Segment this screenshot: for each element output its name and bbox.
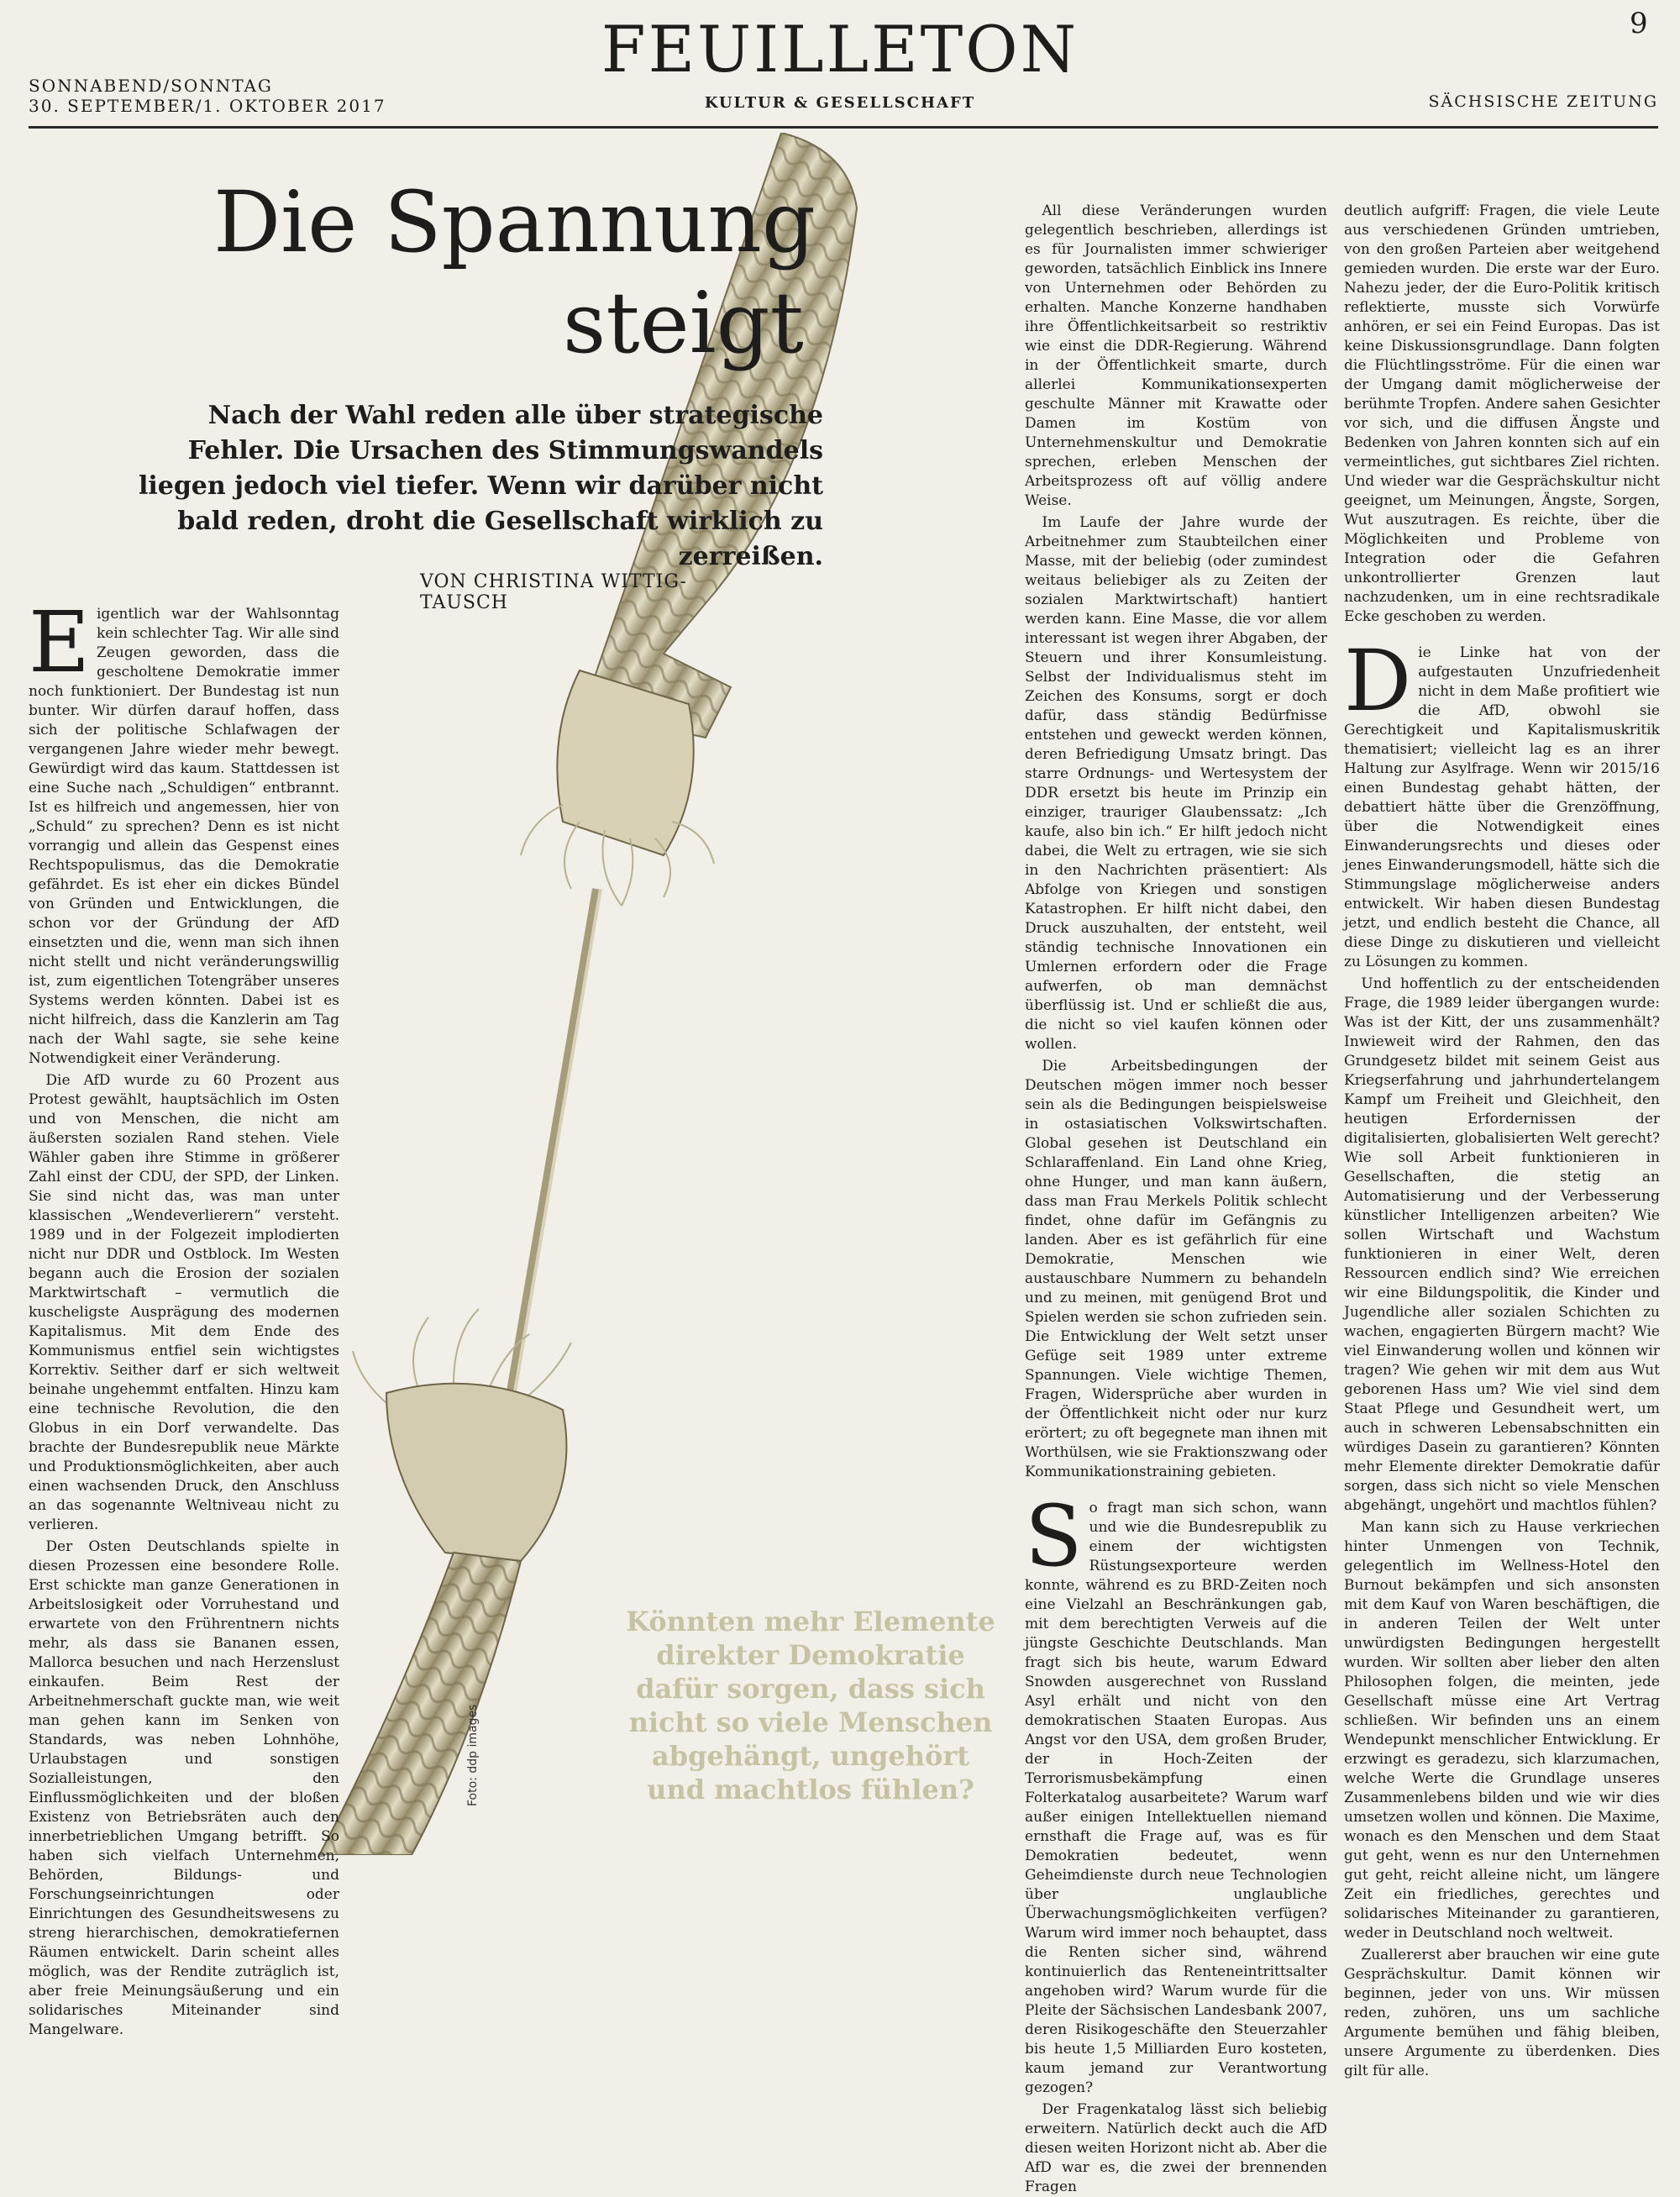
article-column-1 [29,593,339,2038]
page-number: 9 [1630,7,1648,40]
drop-cap: S [1025,1487,1083,1585]
frayed-rope-photo [311,133,1092,1855]
issue-date-weekday: SONNABEND/SONNTAG [29,76,273,96]
section-title: FEUILLETON [601,12,1079,87]
issue-date-date: 30. SEPTEMBER/1. OKTOBER 2017 [29,96,386,116]
paragraph: Im Laufe der Jahre wurde der Arbeitnehmer zum Staubteilchen einer Masse, mit der beliebig (oder zumindest weitaus beliebiger als zu Zeiten der sozialen Marktwirtschaft) hantiert werden kann. Eine Masse, die vor allem interessant ist wegen ihrer Abgaben, der Steuern und ihrer Konsumleistung. Selbst der Individualismus steht im Zeichen des Konsums, sorgt er doch dafür, dass ständig Bedürfnisse entstehen und geweckt werden können, deren Befriedigung Umsatz bringt. Das starre Ordnungs- und Wertesystem der DDR ersetzt bis heute im Prinzip ein einziger, trauriger Glaubenssatz: „Ich kaufe, also bin ich.“ Er hilft jedoch nicht dabei, die Welt zu ertragen, wie sie sich in den Nachrichten präsentiert: Als Abfolge von Kriegen und sonstigen Katastrophen. Er hilft nicht dabei, den Druck auszuhalten, der entsteht, weil ständig technische Innovationen ein Umlernen erfordern oder die Frage aufwerfen, ob man demnächst überflüssig ist. Und er schließt die aus, die nicht so viel kaufen können oder wollen. [1025,514,1327,1053]
newspaper-name: SÄCHSISCHE ZEITUNG [1428,92,1658,111]
headline-line-2: steigt [563,274,804,372]
paragraph-text: o fragt man sich schon, wann und wie die Bundesrepublik zu einem der wichtigsten Rüstungsexporteure werden konnte, während es zu BRD-Zeiten noch eine Vielzahl an Beschränkungen gab, mit dem berechtigten Verweis auf die jüngste Geschichte Deutschlands. Man fragt sich bis heute, warum Edward Snowden ausgerechnet von Russland Asyl erhält und nicht von den demokratischen Staaten Europas. Aus Angst vor den USA, dem großen Bruder, der in Hoch-Zeiten der Terrorismusbekämpfung einen Folterkatalog ausarbeitete? Warum warf außer einigen Intellektuellen niemand ernsthaft die Frage auf, was es für Demokratien bedeutet, wenn Geheimdienste durch neue Technologien über unglaubliche Überwachungsmöglichkeiten verfügen? Warum wird immer noch behauptet, dass die Renten sicher sind, während kontinuierlich das Renteneintrittsalter angehoben wird? Warum wurde für die Pleite der Sächsischen Landesbank 2007, deren Risikogeschäfte den Steuerzahler bis heute 1,5 Milliarden Euro kosteten, kaum jemand zur Verantwortung gezogen? [1025,1500,1327,2096]
section-subtitle: KULTUR & GESELLSCHAFT [704,94,976,112]
photo-credit: Foto: ddp images [466,1704,480,1806]
paragraph: Der Osten Deutschlands spielte in diesen Prozessen eine besondere Rolle. Erst schickte man ganze Generationen in Arbeitslosigkeit oder Vorruhestand und erwartete von den Frührentnern nichts mehr, als dass sie Bananen essen, Mallorca besuchen und nach Herzenslust einkaufen. Beim Rest der Arbeitnehmerschaft guckte man, wie weit man gehen kann im Senken von Standards, was neben Lohnhöhe, Urlaubstagen und sonstigen Sozialleistungen, den Einflussmöglichkeiten und der bloßen Existenz von Betriebsräten auch den innerbetrieblichen Umgang betrifft. So haben sich vielfach Unternehmen, Behörden, Bildungs- und Forschungseinrichtungen oder Einrichtungen des Gesundheitswesens zu streng hierarchischen, demokratiefernen Räumen entwickelt. Darin scheint alles möglich, was der Rendite zuträglich ist, aber freie Meinungsäußerung und ein solidarisches Miteinander sind Mangelware. [29,1538,339,2038]
headline-line-1: Die Spannung [213,173,816,271]
paragraph [1025,1487,1327,2098]
pull-quote: Könnten mehr Elemente direkter Demokratie dafür sorgen, dass sich nicht so viele Menschen abgehängt, ungehört und machtlos fühlen? [626,1606,995,1805]
paragraph: deutlich aufgriff: Fragen, die viele Leute aus verschiedenen Gründen umtrieben, von den großen Parteien aber weitgehend gemieden wurden. Die erste war der Euro. Nahezu jeder, der die Euro-Politik kritisch reflektierte, musste sich Vorwürfe anhören, er sei ein Feind Europas. Das ist keine Diskussionsgrundlage. Dann folgten die Flüchtlingsströme. Für die einen war der Umgang damit möglicherweise der berühmte Tropfen. Andere sahen Gesichter vor sich, und die diffusen Ängste und Bedenken von Jahren konnten sich auf ein vermeintliches, gut sichtbares Ziel richten. Und wieder war die Gesprächskultur nicht geeignet, um Meinungen, Ängste, Sorgen, Wut auszutragen. Es reichte, über die Möglichkeiten und Probleme von Integration oder die Gefahren unkontrollierter Grenzen laut nachzudenken, um in eine rechtsradikale Ecke geschoben zu werden. [1344,202,1660,625]
paragraph [1344,632,1660,972]
paragraph: Die AfD wurde zu 60 Prozent aus Protest gewählt, hauptsächlich im Osten und von Menschen, die nicht am äußersten sozialen Rand stehen. Viele Wähler gaben ihre Stimme in größerer Zahl einst der CDU, der SPD, der Linken. Sie sind nicht das, was man unter klassischen „Wendeverlierern“ versteht. 1989 und in der Folgezeit implodierten nicht nur DDR und Ostblock. Im Westen begann auch die Erosion der sozialen Marktwirtschaft – vermutlich die kuscheligste Ausprägung des modernen Kapitalismus. Mit dem Ende des Kommunismus entfiel sein wichtigstes Korrektiv. Seither darf er sich weltweit beinahe ungehemmt entfalten. Hinzu kam eine technische Revolution, die den Globus in ein Dorf verwandelte. Das brachte der Bundesrepublik neue Märkte und Produktionsmöglichkeiten, aber auch einen wachsenden Druck, den Anschluss an das sogenannte Weltniveau nicht zu verlieren. [29,1072,339,1533]
article-dek: Nach der Wahl reden alle über strategische Fehler. Die Ursachen des Stimmungswandels liegen jedoch viel tiefer. Wenn wir darüber nicht bald reden, droht die Gesellschaft wirklich zu zerreißen. [138,401,823,571]
masthead-rule [29,126,1658,129]
article-byline: VON CHRISTINA WITTIG-TAUSCH [420,571,687,613]
drop-cap: D [1344,632,1412,730]
drop-cap: E [29,593,90,691]
paragraph: Und hoffentlich zu der entscheidenden Frage, die 1989 leider übergangen wurde: Was ist der Kitt, der uns zusammenhält? Inwieweit wird der Rahmen, den das Grundgesetz bildet mit seinem Geist aus Kriegserfahrung und jahrhundertelangem Kampf um Freiheit und Gleichheit, den heutigen Erfordernissen der digitalisierten, globalisierten Welt gerecht? Wie soll Arbeit funktionieren in Gesellschaften, die stetig an Automatisierung und der Verbesserung künstlicher Intelligenzen arbeiten? Wie sollen Wirtschaft und Wachstum funktionieren in einer Welt, deren Ressourcen endlich sind? Wie erreichen wir eine Bildungspolitik, die Kinder und Jugendliche aller sozialen Schichten zu wachen, engagierten Bürgern macht? Wie viel Einwanderung wollen und können wir tragen? Wie gehen wir mit dem aus Wut geborenen Hass um? Wie viel sind dem Staat Pflege und Gesundheit wert, um auch in schweren Lebensabschnitten ein würdiges Dasein zu garantieren? Könnten mehr Elemente direkter Demokratie dafür sorgen, dass sich nicht so viele Menschen abgehängt, ungehört und machtlos fühlen? [1344,975,1660,1514]
article-column-3 [1025,202,1327,2195]
article-headline [193,172,882,374]
paragraph: Die Arbeitsbedingungen der Deutschen mögen immer noch besser sein als die Bedingungen beispielsweise in ostasiatischen Volkswirtschaften. Global gesehen ist Deutschland ein Schlaraffenland. Ein Land ohne Krieg, ohne Hunger, und man kann äußern, dass man Frau Merkels Politik schlecht findet, ohne dafür im Gefängnis zu landen. Aber es ist gefährlich für eine Demokratie, Menschen wie austauschbare Nummern zu behandeln und zu meinen, mit genügend Brot und Spielen werden sie schon zufrieden sein. Die Entwicklung der Welt setzt unser Gefüge seit 1989 unter extreme Spannungen. Viele wichtige Themen, Fragen, Widersprüche aber wurden in der Öffentlichkeit nicht oder nur kurz erörtert; zu oft begegnete man ihnen mit Worthülsen, wie sie Fraktionszwang oder Kommunikationstraining gebieten. [1025,1058,1327,1480]
paragraph: Man kann sich zu Hause verkriechen hinter Unmengen von Technik, gelegentlich im Wellness-Hotel den Burnout bekämpfen und sich ansonsten mit dem Kauf von Waren beschäftigen, die in anderen Teilen der Welt unter unwürdigsten Bedingungen hergestellt wurden. Wir sollten aber lieber den alten Philosophen folgen, die meinten, jede Gesellschaft müsse eine Art Vertrag schließen. Wir befinden uns an einem Wendepunkt menschlicher Entwicklung. Er erzwingt es geradezu, sich klarzumachen, welche Werte die Grundlage unseres Zusammenlebens bilden und wie wir dies umsetzen wollen und können. Die Maxime, wonach es den Menschen und dem Staat gut geht, wenn es nur den Unternehmen gut geht, reicht alleine nicht, um längere Zeit ein friedliches, gerechtes und solidarisches Miteinander zu garantieren, weder in Deutschland noch weltweit. [1344,1519,1660,1942]
paragraph: Zuallererst aber brauchen wir eine gute Gesprächskultur. Damit können wir beginnen, jeder von uns. Wir müssen reden, zuhören, uns um sachliche Argumente bemühen und fähig bleiben, unsere Argumente zu überdenken. Dies gilt für alle. [1344,1947,1660,2079]
paragraph: Der Fragenkatalog lässt sich beliebig erweitern. Natürlich deckt auch die AfD diesen weiten Horizont nicht ab. Aber die AfD war es, die zwei der brennenden Fragen [1025,2101,1327,2195]
article-column-4 [1344,202,1660,2079]
paragraph-text: ie Linke hat von der aufgestauten Unzufriedenheit nicht in dem Maße profitiert wie die AfD, obwohl sie Gerechtigkeit und Kapitalismuskritik thematisiert; vielleicht lag es an ihrer Haltung zur Asylfrage. Wenn wir 2015/16 einen Bundestag gehabt hätten, der debattiert hätte über die Grenzöffnung, über die Notwendigkeit eines Einwanderungsrechts und dieses oder jenes Einwanderungsmodell, hätte sich die Stimmungslage möglicherweise anders entwickelt. Wir haben diesen Bundestag jetzt, und endlich besteht die Chance, all diese Dinge zu diskutieren und vielleicht zu Lösungen zu kommen. [1344,644,1660,970]
paragraph: All diese Veränderungen wurden gelegentlich beschrieben, allerdings ist es für Journalisten immer schwieriger geworden, tatsächlich Einblick ins Innere von Unternehmen oder Behörden zu erhalten. Manche Konzerne handhaben ihre Öffentlichkeitsarbeit so restriktiv wie einst die DDR-Regierung. Während in der Öffentlichkeit smarte, durch allerlei Kommunikationsexperten geschulte Männer mit Krawatte oder Damen im Kostüm von Unternehmenskultur und Demokratie sprechen, erleben Menschen der Arbeitsprozess oft auf völlig andere Weise. [1025,202,1327,509]
paragraph-text: igentlich war der Wahlsonntag kein schlechter Tag. Wir alle sind Zeugen geworden, dass die gescholtene Demokratie immer noch funktioniert. Der Bundestag ist nun bunter. Wir dürfen darauf hoffen, dass sich der politische Schlafwagen der vergangenen Jahre wieder mehr bewegt. Gewürdigt wird das kaum. Stattdessen ist eine Suche nach „Schuldigen“ entbrannt. Ist es hilfreich und angemessen, hier von „Schuld“ zu sprechen? Denn es ist nicht vorrangig und allein das Gespenst eines Rechtspopulismus, das die Demokratie gefährdet. Es ist eher ein dickes Bündel von Gründen und Entwicklungen, die schon vor der Gründung der AfD einsetzten und die, wenn man sich ihnen nicht stellt und nicht veränderungswillig ist, zum eigentlichen Totengräber unseres Systems werden könnten. Dabei ist es nicht hilfreich, dass die Kanzlerin am Tag nach der Wahl sagte, sie sehe keine Notwendigkeit einer Veränderung. [29,606,339,1067]
paragraph [29,593,339,1069]
